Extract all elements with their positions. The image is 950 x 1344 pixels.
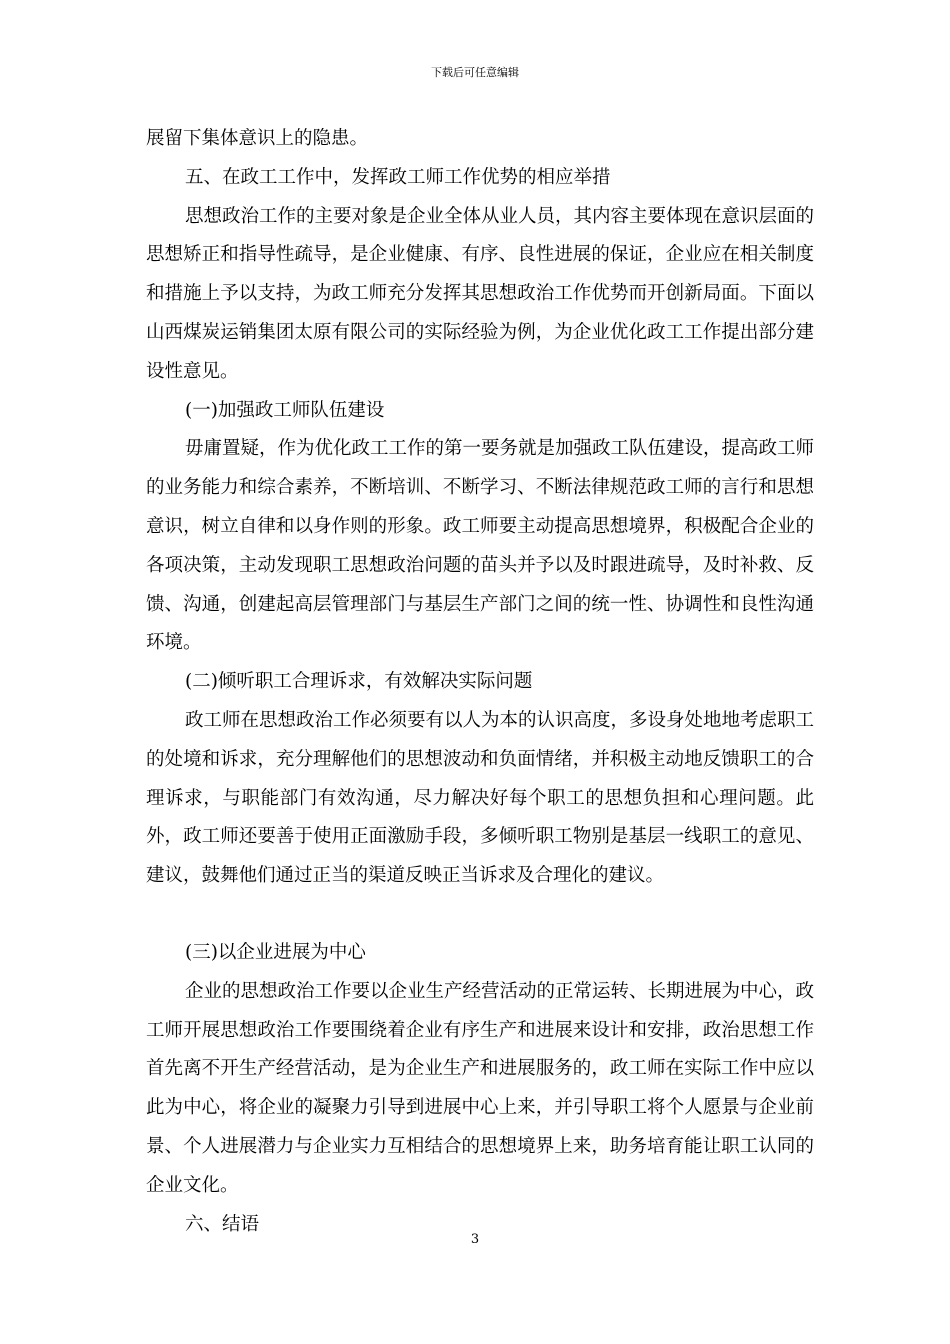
paragraph-enterprise-development: 企业的思想政治工作要以企业生产经营活动的正常运转、长期进展为中心，政工师开展思想政治工作要围绕着企业有序生产和进展来设计和安排，政治思想工作首先离不开生产经营活动，是为企业生产和进展服务的，政工师在实际工作中应以此为中心，将企业的凝聚力引导到进展中心上来，并引导职工将个人愿景与企业前景、个人进展潜力与企业实力互相结合的思想境界上来，助务培育能让职工认同的企业文化。 [146, 980, 815, 1196]
paragraph-team-building: 毋庸置疑，作为优化政工工作的第一要务就是加强政工队伍建设，提高政工师的业务能力和综合素养，不断培训、不断学习、不断法律规范政工师的言行和思想意识，树立自律和以身作则的形象。政工师要主动提高思想境界，积极配合企业的各项决策，主动发现职工思想政治问题的苗头并予以及时跟进疏导，及时补救、反馈、沟通，创建起高层管理部门与基层生产部门之间的统一性、协调性和良性沟通环境。 [146, 438, 815, 654]
paragraph-listen-to-staff: 政工师在思想政治工作必须要有以人为本的认识高度，多设身处地地考虑职工的处境和诉求，充分理解他们的思想波动和负面情绪，并积极主动地反馈职工的合理诉求，与职能部门有效沟通，尽力解决好每个职工的思想负担和心理问题。此外，政工师还要善于使用正面激励手段，多倾听职工物别是基层一线职工的意见、建议，鼓舞他们通过正当的渠道反映正当诉求及合理化的建议。 [146, 709, 815, 887]
section-heading-six: 六、结语 [185, 1213, 260, 1235]
subsection-heading-two: (二)倾听职工合理诉求，有效解决实际问题 [185, 671, 533, 693]
page-header: 下载后可任意编辑 [431, 66, 519, 79]
paragraph-intro: 思想政治工作的主要对象是企业全体从业人员，其内容主要体现在意识层面的思想矫正和指导性疏导，是企业健康、有序、良性进展的保证，企业应在相关制度和措施上予以支持，为政工师充分发挥其思想政治工作优势而开创新局面。下面以山西煤炭运销集团太原有限公司的实际经验为例，为企业优化政工工作提出部分建设性意见。 [146, 205, 815, 382]
paragraph-continuation: 展留下集体意识上的隐患。 [146, 128, 369, 149]
subsection-heading-three: (三)以企业进展为中心 [185, 941, 366, 963]
document-body [146, 120, 814, 1244]
page-number: 3 [470, 1232, 480, 1247]
subsection-heading-one: (一)加强政工师队伍建设 [185, 399, 385, 421]
section-heading-five: 五、在政工工作中，发挥政工师工作优势的相应举措 [185, 166, 611, 188]
